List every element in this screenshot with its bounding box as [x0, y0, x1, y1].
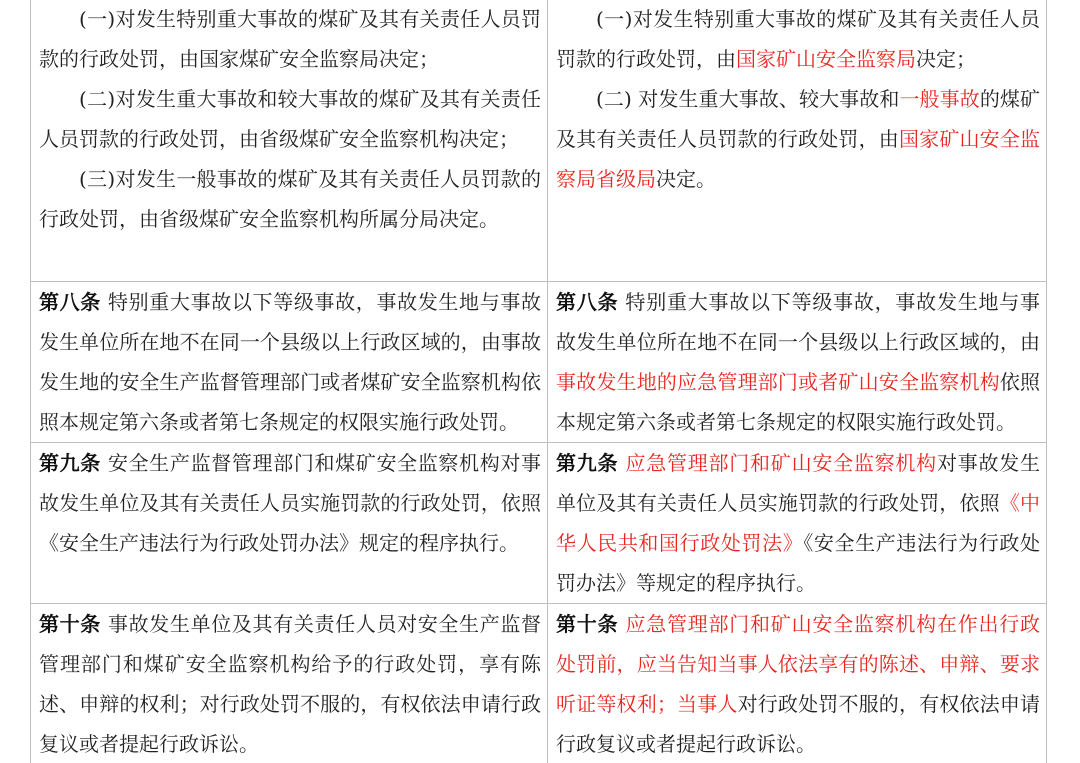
body-text: 决定；: [916, 47, 976, 71]
revised-text: 国家矿山安全监察局省级局: [556, 127, 1041, 191]
new-text-cell: [548, 443, 1047, 604]
body-text: 特别重大事故以下等级事故，事故发生地与事故发生单位所在地不在同一个县级以上行政区域的，由事故发生地的安全生产监督管理部门或者煤矿安全监察机构依照本规定第六条或者第七条规定的权限实施行政处罚。: [39, 290, 542, 434]
table-row: [31, 443, 1047, 604]
article-heading: 第九条: [556, 451, 619, 475]
body-text: (一)对发生特别重大事故的煤矿及其有关责任人员罚款的行政处罚，由: [556, 7, 1040, 71]
body-text: 的煤矿及其有关责任人员罚款的行政处罚，由: [556, 87, 1041, 151]
article-heading: 第八条: [39, 290, 101, 314]
body-text: 特别重大事故以下等级事故，事故发生地与事故发生单位所在地不在同一个县级以上行政区域的，由: [556, 290, 1041, 354]
body-text: (二) 对发生重大事故、较大事故和: [596, 87, 900, 111]
new-text-cell: [548, 0, 1047, 282]
new-text-cell: [548, 604, 1047, 763]
paragraph: [39, 159, 541, 239]
old-text-cell: [31, 604, 548, 763]
paragraph: [39, 0, 541, 79]
body-text: 对事故发生单位及其有关责任人员实施罚款的行政处罚，依照: [556, 451, 1041, 515]
body-text: 决定。: [656, 167, 716, 191]
article-heading: 第八条: [556, 290, 619, 314]
article-heading: 第九条: [39, 451, 101, 475]
body-text: 《安全生产违法行为行政处罚办法》等规定的程序执行。: [556, 531, 1041, 595]
paragraph: [39, 282, 541, 442]
table-row: [31, 0, 1047, 282]
revised-text: 应急管理部门和矿山安全监察机构在作出行政处罚前，应当告知当事人依法享有的陈述、申辩、要求听证等权利；当事人: [556, 612, 1041, 716]
revised-text: 《中华人民共和国行政处罚法》: [556, 491, 1041, 555]
paragraph: [39, 604, 541, 763]
paragraph: [39, 79, 541, 159]
comparison-table: [30, 0, 1047, 763]
paragraph: [556, 604, 1040, 763]
paragraph: [556, 282, 1040, 442]
revised-text: 国家矿山安全监察局: [736, 47, 916, 71]
paragraph: [556, 443, 1040, 603]
paragraph: [39, 443, 541, 563]
paragraph: [556, 79, 1040, 199]
body-text: (二)对发生重大事故和较大事故的煤矿及其有关责任人员罚款的行政处罚，由省级煤矿安全监察机构决定；: [39, 87, 541, 151]
revised-text: 事故发生地的应急管理部门或者矿山安全监察机构: [556, 370, 1000, 394]
table-row: [31, 604, 1047, 763]
article-heading: 第十条: [39, 612, 101, 636]
body-text: 事故发生单位及其有关责任人员对安全生产监督管理部门和煤矿安全监察机构给予的行政处罚，享有陈述、申辩的权利；对行政处罚不服的，有权依法申请行政复议或者提起行政诉讼。: [39, 612, 542, 756]
revised-text: 应急管理部门和矿山安全监察机构: [625, 451, 937, 475]
body-text: (三)对发生一般事故的煤矿及其有关责任人员罚款的行政处罚，由省级煤矿安全监察机构所属分局决定。: [39, 167, 541, 231]
paragraph: [556, 0, 1040, 79]
body-text: (一)对发生特别重大事故的煤矿及其有关责任人员罚款的行政处罚，由国家煤矿安全监察局决定；: [39, 7, 541, 71]
body-text: 安全生产监督管理部门和煤矿安全监察机构对事故发生单位及其有关责任人员实施罚款的行政处罚，依照《安全生产违法行为行政处罚办法》规定的程序执行。: [39, 451, 542, 555]
article-heading: 第十条: [556, 612, 619, 636]
body-text: 依照本规定第六条或者第七条规定的权限实施行政处罚。: [556, 370, 1041, 434]
old-text-cell: [31, 0, 548, 282]
revised-text: 一般事故: [899, 87, 980, 111]
old-text-cell: [31, 282, 548, 443]
body-text: 对行政处罚不服的，有权依法申请行政复议或者提起行政诉讼。: [556, 692, 1041, 756]
old-text-cell: [31, 443, 548, 604]
new-text-cell: [548, 282, 1047, 443]
table-row: [31, 282, 1047, 443]
